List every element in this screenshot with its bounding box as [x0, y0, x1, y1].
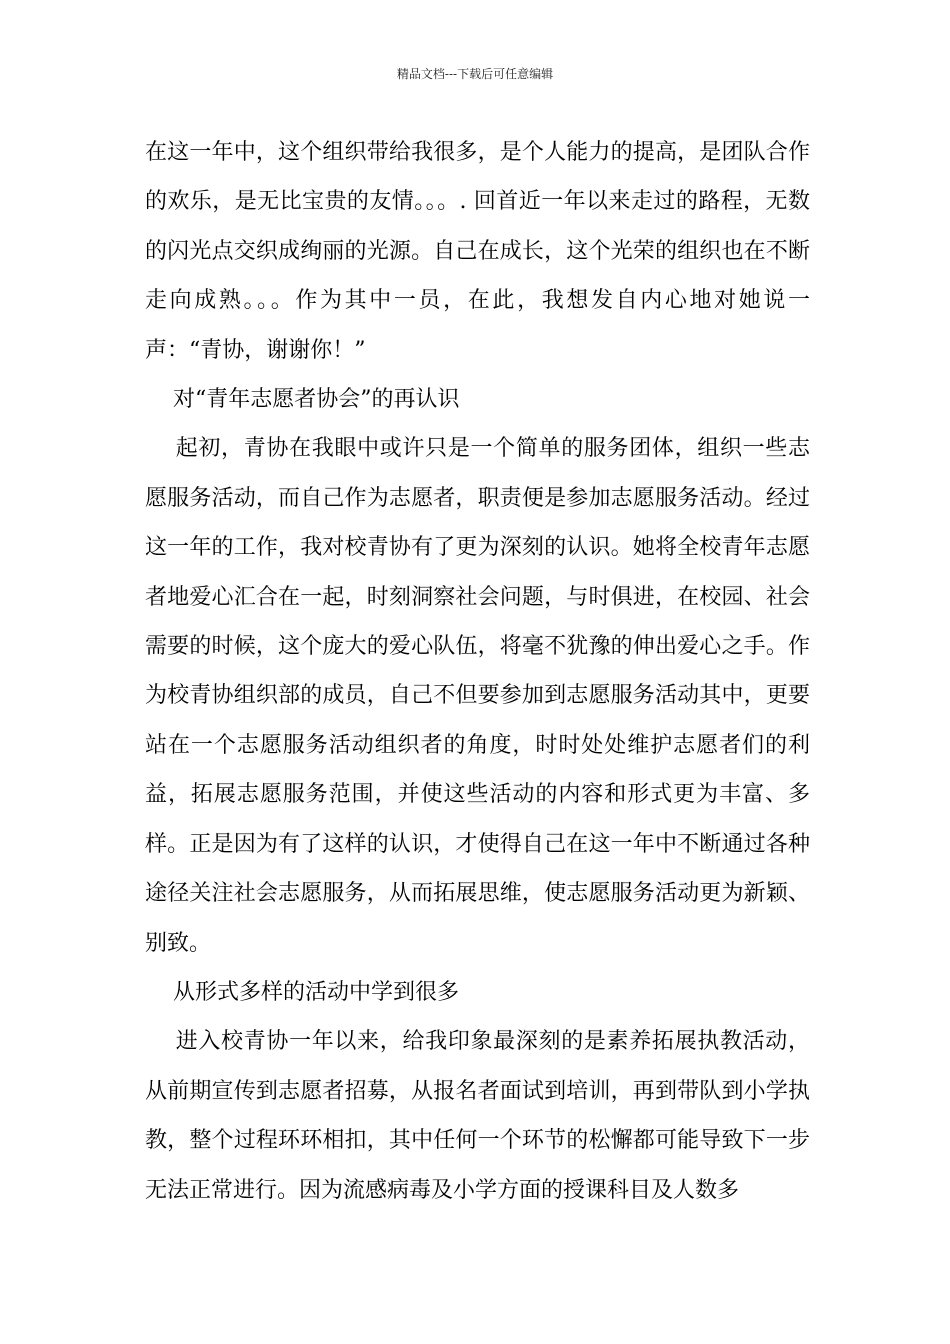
page-header: 精品文档---下载后可任意编辑 — [396, 67, 554, 81]
paragraph-reunderstanding: 起初，青协在我眼中或许只是一个简单的服务团体，组织一些志愿服务活动，而自己作为志愿者，职责便是参加志愿服务活动。经过这一年的工作，我对校青协有了更为深刻的认识。她将全校青年志愿者地爱心汇合在一起，时刻洞察社会问题，与时俱进，在校园、社会需要的时候，这个庞大的爱心队伍，将毫不犹豫的伸出爱心之手。作为校青协组织部的成员，自己不但要参加到志愿服务活动其中，更要站在一个志愿服务活动组织者的角度，时时处处维护志愿者们的利益，拓展志愿服务范围，并使这些活动的内容和形式更为丰富、多样。正是因为有了这样的认识，才使得自己在这一年中不断通过各种途径关注社会志愿服务，从而拓展思维，使志愿服务活动更为新颖、别致。 — [145, 436, 810, 956]
document-body — [145, 128, 810, 1215]
paragraph-activities: 进入校青协一年以来，给我印象最深刻的是素养拓展执教活动，从前期宣传到志愿者招募，从报名者面试到培训，再到带队到小学执教，整个过程环环相扣，其中任何一个环节的松懈都可能导致下一步无法正常进行。因为流感病毒及小学方面的授课科目及人数多 — [145, 1029, 810, 1203]
paragraph-gratitude: 在这一年中，这个组织带给我很多，是个人能力的提高，是团队合作的欢乐，是无比宝贵的友情。。。. 回首近一年以来走过的路程，无数的闪光点交织成绚丽的光源。自己在成长，这个光荣的组织也在不断走向成熟。。。作为其中一员，在此，我想发自内心地对她说一声：“青协，谢谢你！” — [145, 140, 810, 363]
section-heading-activities: 从形式多样的活动中学到很多 — [145, 979, 459, 1005]
section-heading-reunderstanding: 对“青年志愿者协会”的再认识 — [145, 387, 460, 413]
